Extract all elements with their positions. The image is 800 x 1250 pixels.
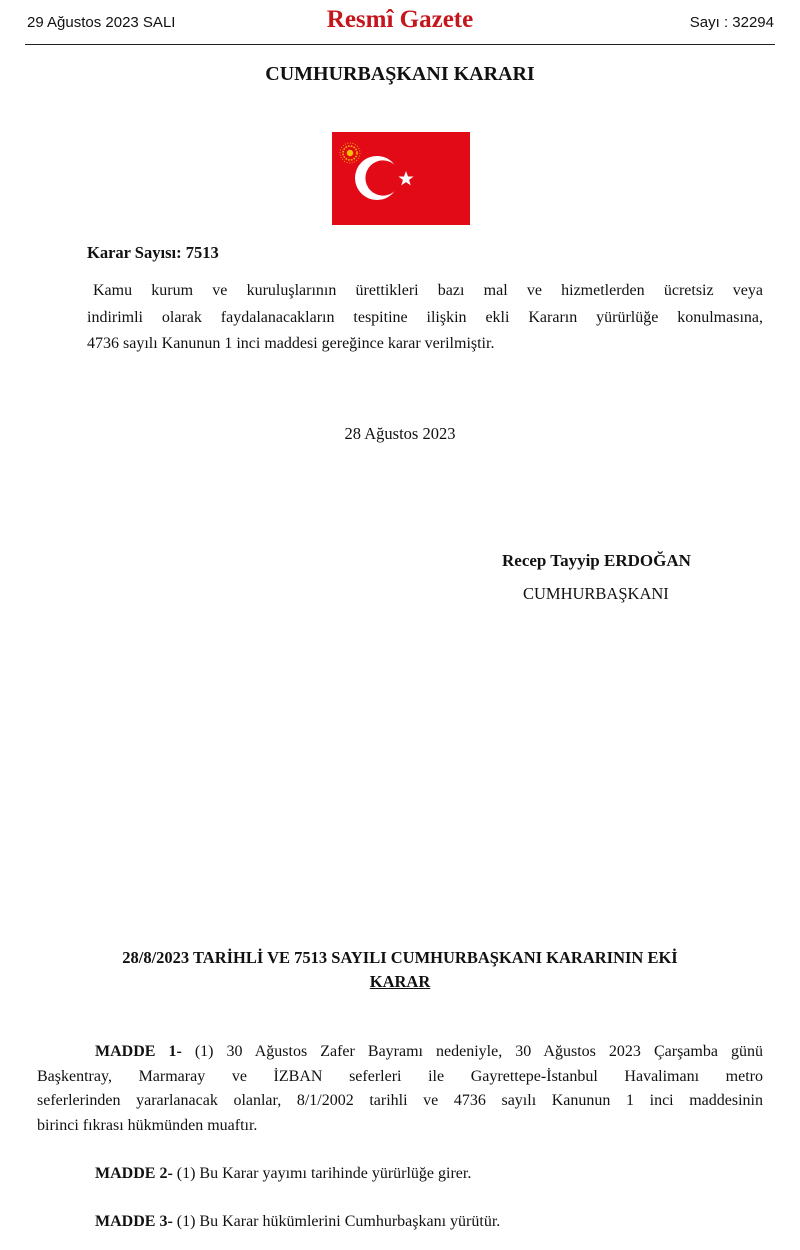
article-line: birinci fıkrası hükmünden muaftır. [37, 1116, 258, 1134]
article-2 [37, 1162, 763, 1187]
article-1 [37, 1040, 763, 1138]
header-date: 29 Ağustos 2023 SALI [27, 14, 176, 31]
turkish-flag-icon [332, 132, 470, 225]
document-type: CUMHURBAŞKANI KARARI [265, 63, 535, 85]
decision-text-line: indirimli olarak faydalanacakların tespitine ilişkin ekli Kararın yürürlüğe konulmasına, [87, 308, 763, 326]
decision-text-line: 4736 sayılı Kanunun 1 inci maddesi gereğince karar verilmiştir. [87, 335, 495, 352]
article-3 [37, 1210, 763, 1235]
issue-number: Sayı : 32294 [689, 14, 774, 31]
header-divider [25, 44, 775, 45]
article-text: (1) 30 Ağustos Zafer Bayramı nedeniyle, 30 Ağustos 2023 Çarşamba günü [181, 1043, 763, 1060]
annex-title-line: 28/8/2023 TARİHLİ VE 7513 SAYILI CUMHURBAŞKANI KARARININ EKİ [122, 948, 678, 967]
annex-title [0, 946, 800, 994]
article-label: MADDE 2- [95, 1165, 173, 1182]
article-line: Başkentray, Marmaray ve İZBAN seferleri ile Gayrettepe-İstanbul Havalimanı metro [37, 1067, 763, 1085]
article-label: MADDE 1- [95, 1043, 182, 1060]
signer-name: Recep Tayyip ERDOĞAN [502, 551, 691, 570]
annex-subtitle: KARAR [369, 972, 431, 991]
gazette-title: Resmî Gazete [326, 6, 474, 33]
decision-number: Karar Sayısı: 7513 [87, 243, 219, 262]
signer-title: CUMHURBAŞKANI [523, 584, 669, 603]
article-line: seferlerinden yararlanacak olanlar, 8/1/2002 tarihli ve 4736 sayılı Kanunun 1 inci maddesinin [37, 1092, 763, 1109]
article-line [37, 1040, 763, 1065]
article-text: (1) Bu Karar yayımı tarihinde yürürlüğe girer. [172, 1165, 472, 1182]
article-text: (1) Bu Karar hükümlerini Cumhurbaşkanı yürütür. [172, 1213, 501, 1230]
decision-text-line: Kamu kurum ve kuruluşlarının ürettikleri bazı mal ve hizmetlerden ücretsiz veya [93, 282, 763, 299]
signature-date: 28 Ağustos 2023 [344, 424, 456, 443]
decision-text [87, 278, 763, 358]
article-label: MADDE 3- [95, 1213, 173, 1230]
